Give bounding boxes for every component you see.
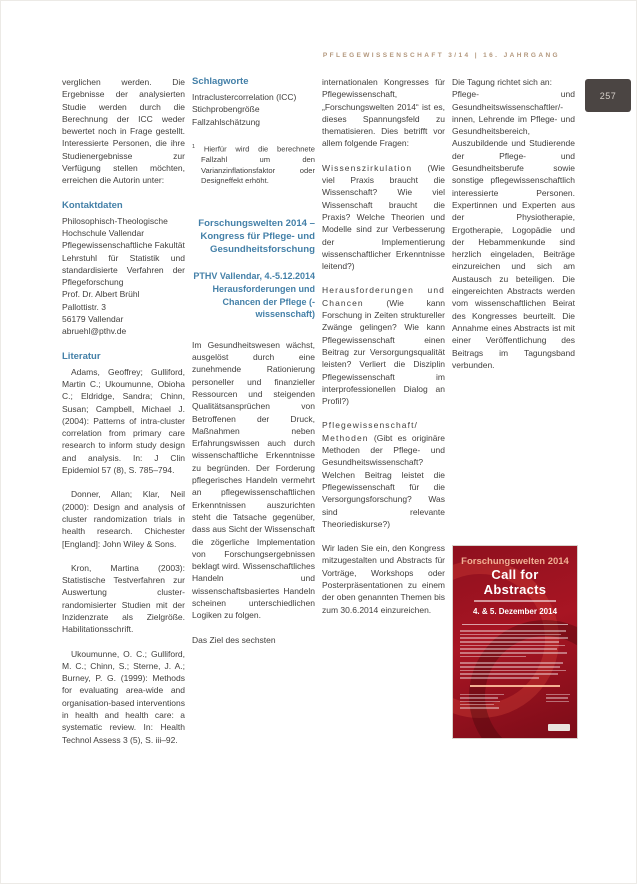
body-paragraph: internationalen Kongresses für Pflegewissenschaft, „Forschungswelten 2014“ ist es, dieses Spannungsfeld zu thematisieren. Dies betrifft vor allem folgende Fragen: [322,77,445,149]
contact-line: Lehrstuhl für Statistik und standardisierte Verfahren der Pflegeforschung [62,252,185,288]
topic-lead: Wissenszirkulation [322,162,413,173]
topic-paragraph [322,162,445,273]
body-paragraph: Im Gesundheitswesen wächst, ausgelöst durch eine zunehmende Rationierung personeller und finanzieller Ressourcen und steigenden Qualitätsansprüchen von Betroffenen der Druck, Maßnahmen neben Erfahrungswissen auch durch wissenschaftliche Erkenntnisse zu begründen. Der Forderung pflegerisches Handeln vermehrt an pflegewissenschaftlichen Erkenntnissen auszurichten steht die Tatsache gegenüber, dass aus Sicht der Wissenschaft die zögerliche Implementation von Forschungsergebnissen beklagt wird. Wissenschaftliches Handeln und wissenschaftsbasiertes Handeln scheinen unterschiedlichen Logiken zu folgen. [192,339,315,621]
keyword: Intraclustercorrelation (ICC) [192,92,297,102]
event-meta [192,270,315,320]
poster-website-line [470,685,560,688]
poster-title: Forschungswelten 2014 [461,556,569,567]
reference-entry: Adams, Geoffrey; Gulliford, Martin C.; Ukoumunne, Obioha C.; Eldridge, Sandra; Chinn, Susan; Campbell, Michael J. (2004): Patterns of intra-cluster correlation from primary care research to inform study design and analysis. In: J Clin Epidemiol 57 (8), S. 785–794. [62,366,185,476]
contact-email: abruehl@pthv.de [62,326,127,337]
poster-date: 4. & 5. Dezember 2014 [472,607,558,616]
column-1 [62,76,185,758]
topic-text: (Wie kann Forschung in Zeiten struktureller Zwänge gelingen? Wie kann Pflegewissenschaft einen Beitrag zur Versorgungsqualität leisten? Verliert die Disziplin Pflegewissenschaft im interprofessionellen Dialog an Profil?) [322,297,445,407]
body-paragraph: Das Ziel des sechsten [192,634,276,645]
poster-address-block [460,692,504,710]
footnote [192,142,315,187]
contact-line: Pflegewissenschaftliche Fakultät [62,240,185,251]
section-heading-literatur: Literatur [62,350,101,362]
reference-entry: Ukoumunne, O. C.; Gulliford, M. C.; Chinn, S.; Sterne, J. A.; Burney, P. G. (1999): Methods for evaluating area-wide and organisation-based interventions in health and health care: a systematic review. In: Health Technol Assess 3 (5), S. iii–92. [62,648,185,745]
poster-contact-block [546,692,570,710]
contact-line: Pallottistr. 3 [62,301,106,312]
poster-fine-print [460,630,570,679]
reference-entry: Kron, Martina (2003): Statistische Testverfahren zur Auswertung cluster-randomisierter Studien mit der Inzidenzrate als Zielgröße. Habilitationsschrift. [62,562,185,635]
call-for-abstracts-poster [452,545,578,739]
poster-headline: Call for Abstracts [483,567,547,597]
section-heading-schlagworte: Schlagworte [192,76,249,87]
keyword: Fallzahlschätzung [192,116,261,127]
poster-footer [460,692,570,710]
column-4 [452,76,575,383]
event-subtitle: Herausforderungen und Chancen der Pflege (-wissenschaft) [212,284,315,320]
intro-paragraph: verglichen werden. Die Ergebnisse der analysierten Studie werden durch die Berechnung der ICC weder bewertet noch in Frage gestellt. Interessierte Personen, die ihre Studienergebnisse zur Verfügung stellen möchten, erreichen die Autorin unter: [62,77,185,186]
footnote-text: Hierfür wird die berechnete Fallzahl um den Varianzinflationsfaktor oder Designeffekt erhöht. [201,144,315,186]
page-number-tab [585,79,631,112]
reference-entry: Donner, Allan; Klar, Neil (2000): Design and analysis of cluster randomization trials in health research. Chichester [England]: John Wiley & Sons. [62,489,185,549]
body-paragraph: Die Tagung richtet sich an: [452,77,553,87]
body-paragraph: Pflege- und Gesundheitswissenschaftler/-innen, Lehrende im Pflege- und Gesundheitsbereich, Auszubildende und Studierende der Pflege- und Gesundheitsberufe sowie sonstige pflegewissenschaftlich interessierte Personen. Expertinnen und Experten aus der Physiotherapie, Ergotherapie, Logopädie und der Hebammenkunde sind herzlich eingeladen, Beiträge einzureichen und sich am Austausch zu beteiligen. Die eingereichten Abstracts werden vom wissenschaftlichen Beirat des Kongresses beurteilt. Die Annahme eines Abstracts ist mit einer Veröffentlichung des Beitrags im Tagungsband verbunden. [452,89,575,370]
keyword: Stichprobengröße [192,104,260,115]
poster-divider [462,624,568,625]
poster-logo [548,724,570,731]
contact-line: Philosophisch-Theologische Hochschule Vallendar [62,215,168,238]
topic-paragraph [322,419,445,530]
event-title: Forschungswelten 2014 – Kongress für Pflege- und Gesundheitsforschung [198,217,315,256]
topic-paragraph [322,284,445,407]
footnote-marker: 1 [192,143,196,150]
contact-line: 56179 Vallendar [62,314,124,325]
running-header: PFLEGEWISSENSCHAFT 3/14 | 16. JAHRGANG [322,52,560,59]
section-heading-kontaktdaten: Kontaktdaten [62,199,123,211]
page-number: 257 [599,90,617,101]
column-2 [192,76,315,658]
topic-lead: Herausforderungen und Chancen [322,285,445,308]
column-3 [322,76,445,628]
contact-line: Prof. Dr. Albert Brühl [62,289,140,300]
topic-text: (Wie viel Praxis braucht die Wissenschaft? Wie viel Wissenschaft braucht die Praxis? Welche Theorien und Modelle sind zur Verbesserung der Implementierung wissenschaftlicher Erkenntnisse leitend?) [322,162,445,272]
body-paragraph: Wir laden Sie ein, den Kongress mitzugestalten und Abstracts für Vorträge, Workshops oder Posterpräsentationen zu einem der oben genannten Themen bis zum 30.6.2014 einzureichen. [322,543,445,615]
contact-block [62,215,185,338]
topic-text: (Gibt es originäre Methoden der Pflege- und Gesundheitswissenschaft? Welchen Beitrag leistet die Pflegewissenschaft für die Versorgungsforschung? Was sind relevante Theoriediskurse?) [322,432,445,529]
topic-lead: Pflegewissenschaft/ Methoden [322,420,419,443]
event-venue: PTHV Vallendar, 4.-5.12.2014 [193,271,315,282]
poster-subtitle-line [474,600,556,602]
